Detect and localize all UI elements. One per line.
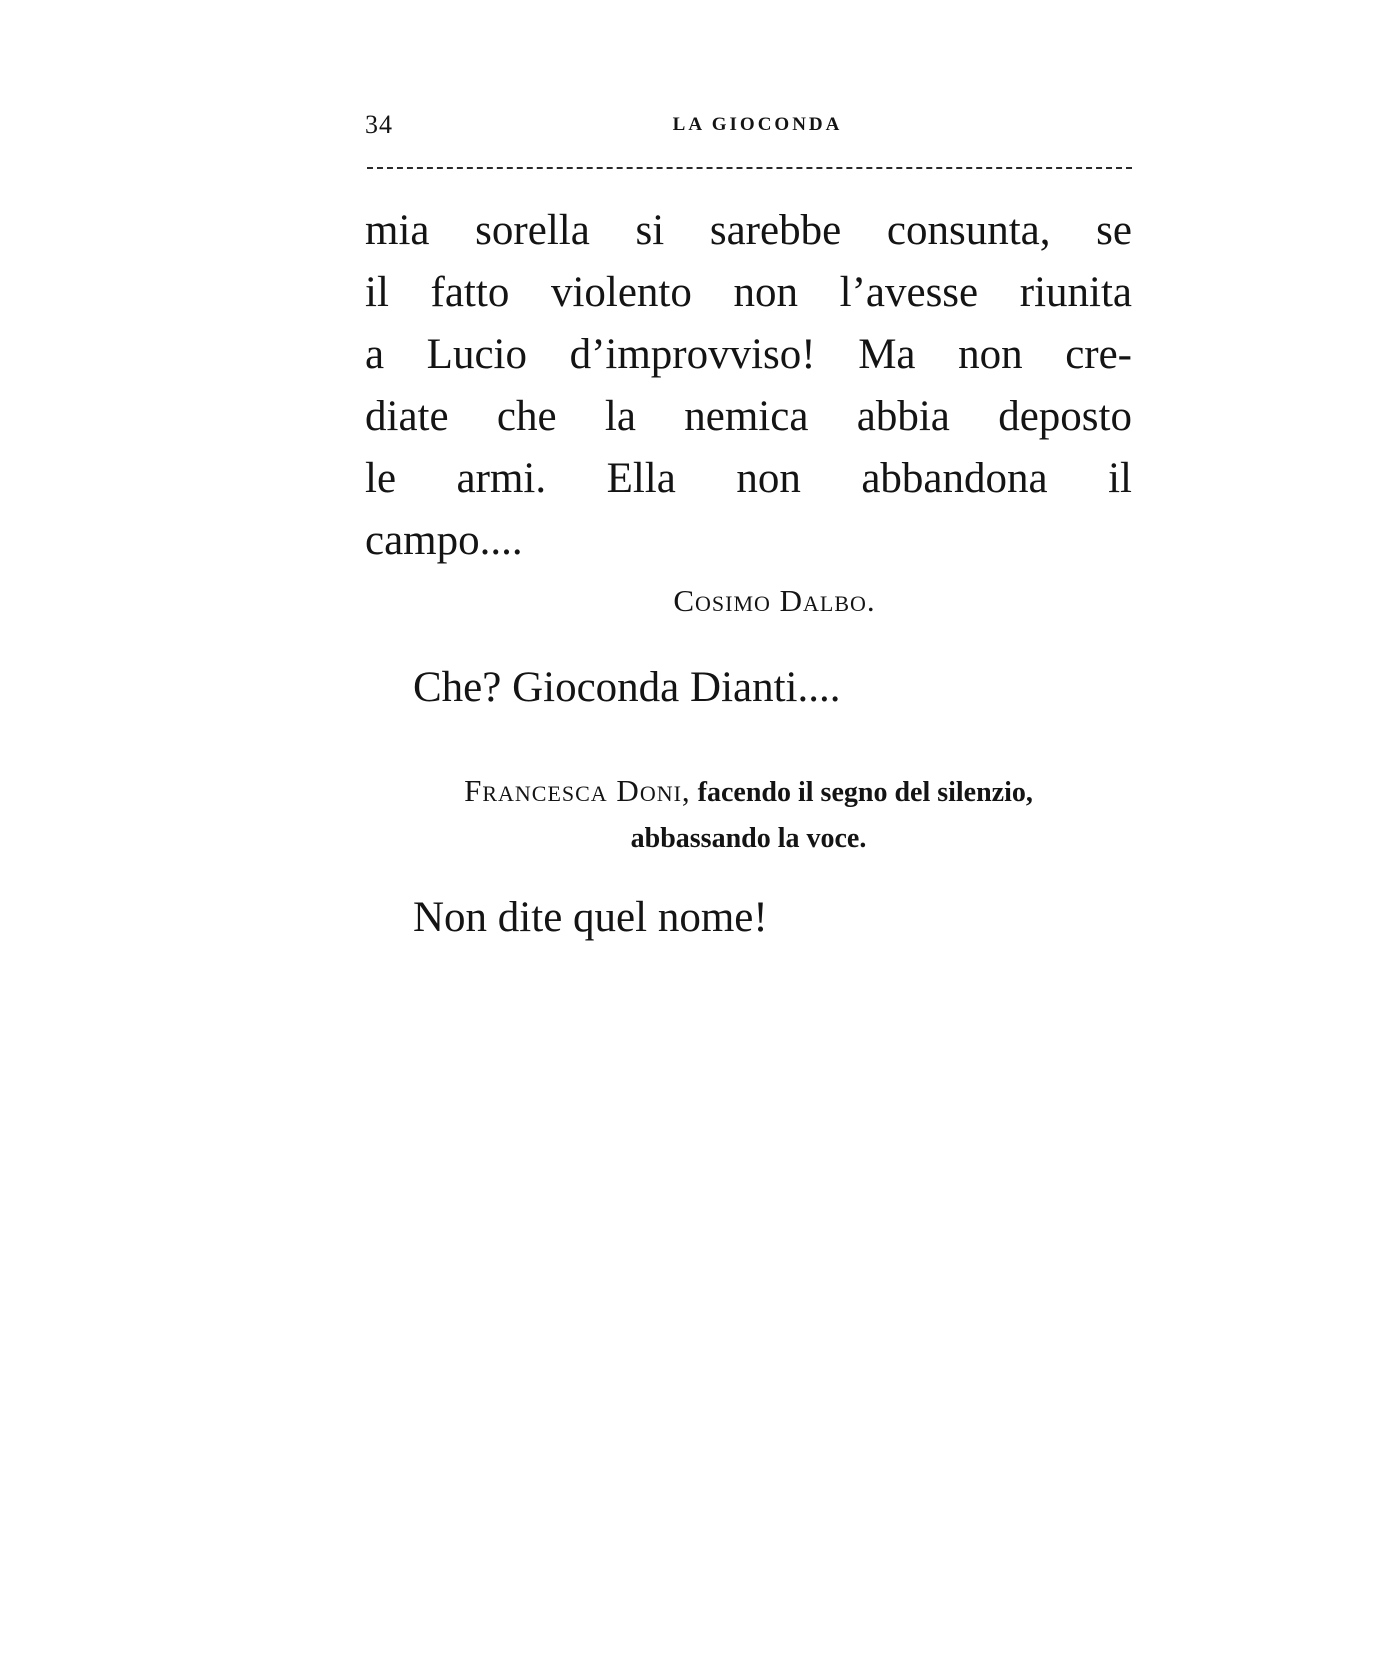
header-rule	[367, 167, 1132, 169]
text-line: le armi. Ella non abbandona il	[365, 455, 1132, 502]
text-line: diate che la nemica abbia deposto	[365, 393, 1132, 440]
speaker-name: Cosimo Dalbo.	[673, 583, 876, 618]
speaker-heading	[365, 768, 1132, 862]
dialogue-line: Non dite quel nome!	[413, 894, 768, 941]
running-title: LA GIOCONDA	[672, 114, 843, 135]
text-line: mia sorella si sarebbe consunta, se	[365, 207, 1132, 254]
text-line: a Lucio d’improvviso! Ma non cre-	[365, 331, 1132, 378]
text-line: campo....	[365, 517, 523, 564]
text-line: il fatto violento non l’avesse riunita	[365, 269, 1132, 316]
speaker-name: Francesca Doni,	[464, 773, 691, 808]
stage-direction: facendo il segno del silenzio,	[697, 777, 1033, 808]
page-number: 34	[365, 110, 393, 139]
body-paragraph	[365, 200, 1132, 572]
running-head	[365, 104, 1132, 144]
stage-direction: abbassando la voce.	[630, 823, 867, 854]
dialogue-line: Che? Gioconda Dianti....	[413, 664, 841, 711]
